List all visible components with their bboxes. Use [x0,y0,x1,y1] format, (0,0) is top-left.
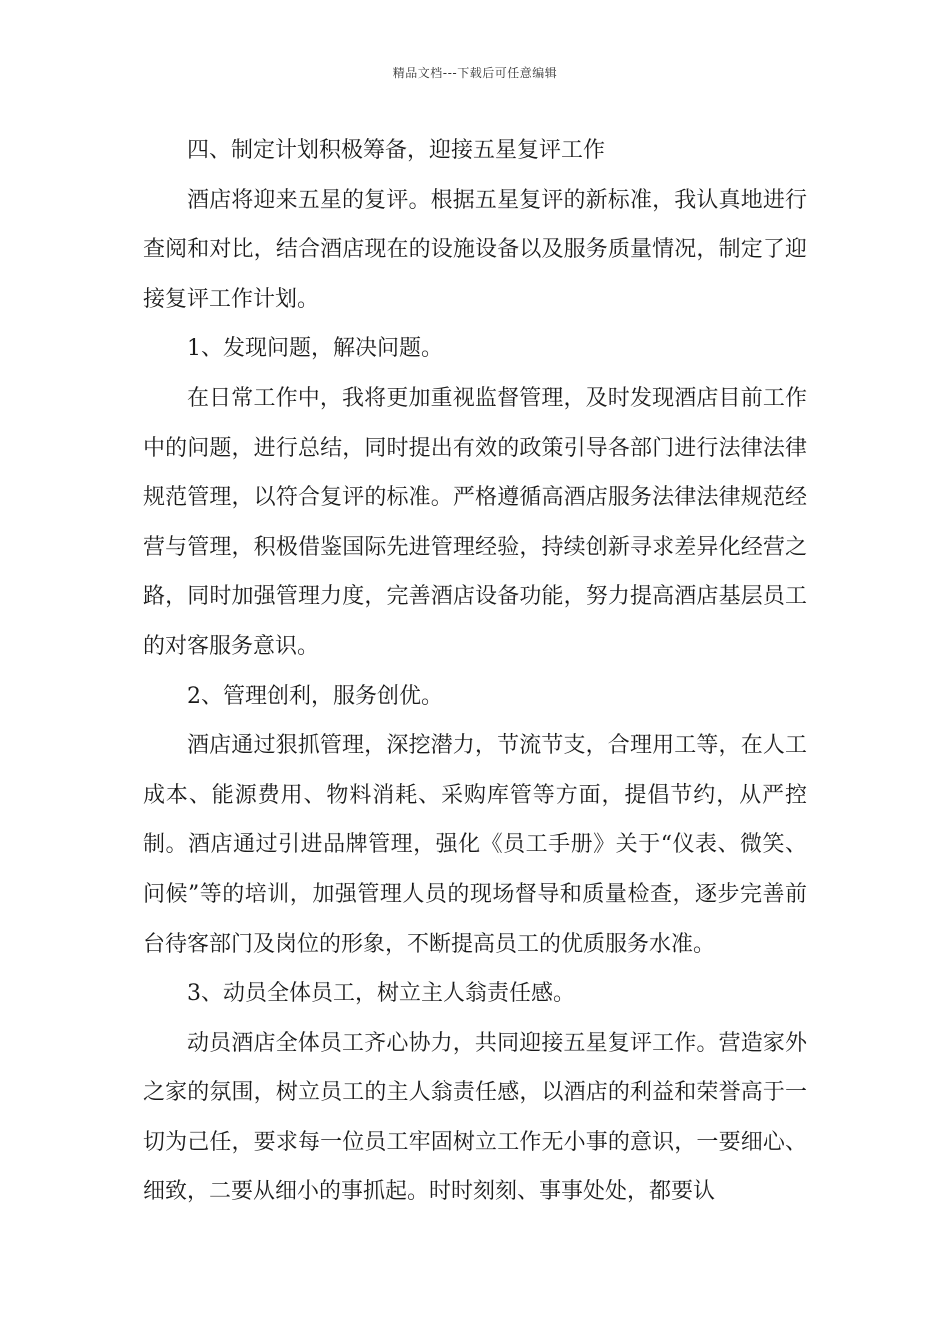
paragraph: 动员酒店全体员工齐心协力，共同迎接五星复评工作。营造家外之家的氛围，树立员工的主人翁责任感，以酒店的利益和荣誉高于一切为己任，要求每一位员工牢固树立工作无小事的意识，一要细心、细致，二要从细小的事抓起。时时刻刻、事事处处，都要认 [143,1030,807,1205]
page-header: 精品文档---下载后可任意编辑 [392,66,558,80]
subsection-heading: 1、发现问题，解决问题。 [187,336,443,362]
paragraph: 在日常工作中，我将更加重视监督管理，及时发现酒店目前工作中的问题，进行总结，同时提出有效的政策引导各部门进行法律法律规范管理，以符合复评的标准。严格遵循高酒店服务法律法律规范经营与管理，积极借鉴国际先进管理经验，持续创新寻求差异化经营之路，同时加强管理力度，完善酒店设备功能，努力提高酒店基层员工的对客服务意识。 [143,385,807,659]
subsection-heading: 2、管理创利，服务创优。 [187,683,443,709]
paragraph: 酒店将迎来五星的复评。根据五星复评的新标准，我认真地进行查阅和对比，结合酒店现在的设施设备以及服务质量情况，制定了迎接复评工作计划。 [143,187,807,312]
document-body [143,126,807,1217]
paragraph: 酒店通过狠抓管理，深挖潜力，节流节支，合理用工等，在人工成本、能源费用、物料消耗、采购库管等方面，提倡节约，从严控制。酒店通过引进品牌管理，强化《员工手册》关于“仪表、微笑、问候”等的培训，加强管理人员的现场督导和质量检查，逐步完善前台待客部门及岗位的形象，不断提高员工的优质服务水准。 [143,733,807,957]
section-heading: 四、制定计划积极筹备，迎接五星复评工作 [187,138,606,163]
subsection-heading: 3、动员全体员工，树立主人翁责任感。 [187,981,575,1007]
